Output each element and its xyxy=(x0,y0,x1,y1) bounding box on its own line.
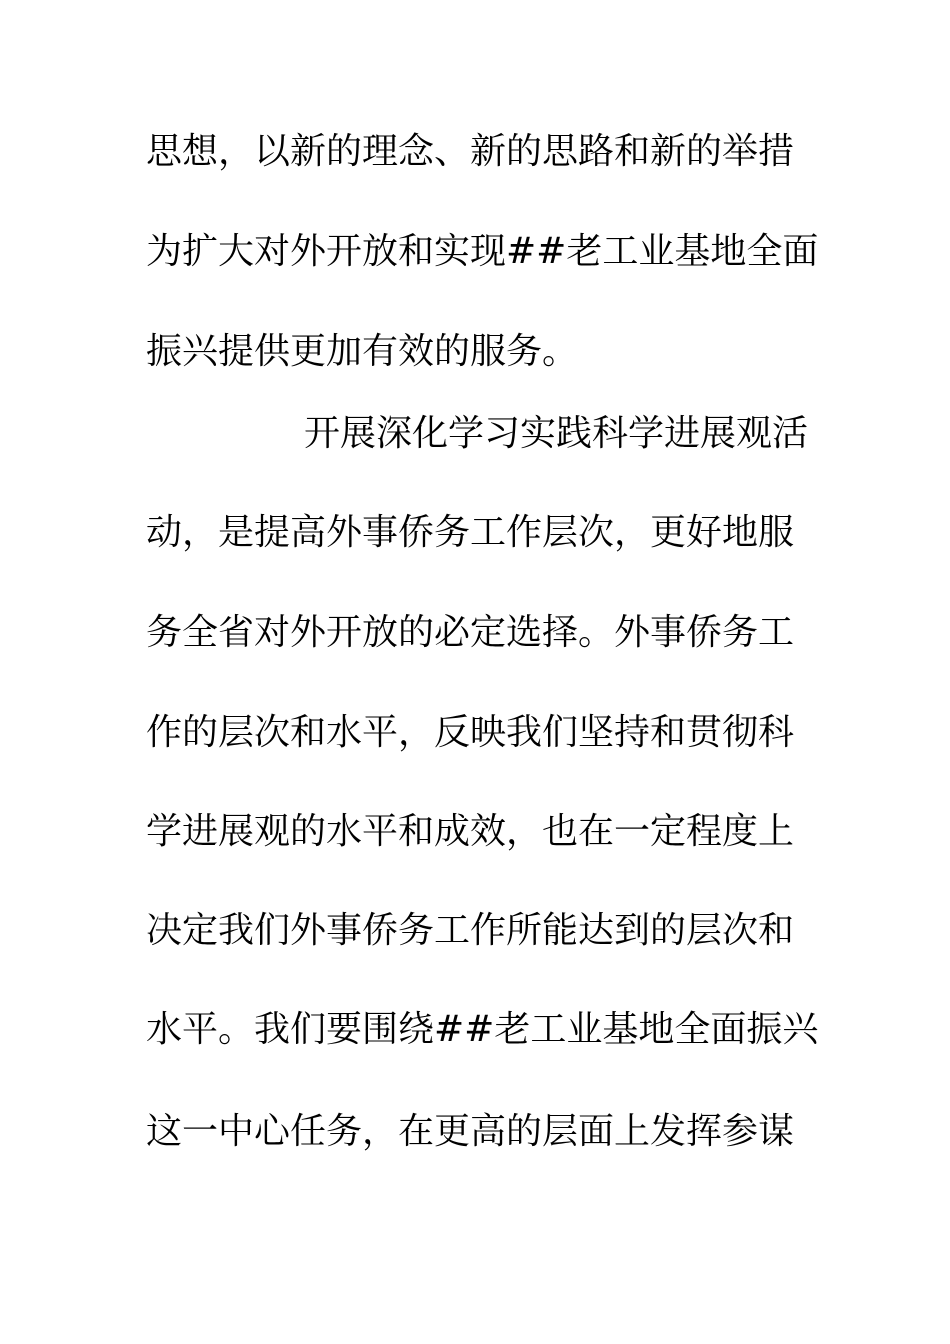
text-line-11: 这一中心任务，在更高的层面上发挥参谋 xyxy=(146,1111,795,1152)
text-line-6: 务全省对外开放的必定选择。外事侨务工 xyxy=(146,612,795,653)
text-line-2: 为扩大对外开放和实现##老工业基地全面 xyxy=(146,231,819,272)
text-line-7: 作的层次和水平，反映我们坚持和贯彻科 xyxy=(146,712,795,753)
text-line-1: 思想，以新的理念、新的思路和新的举措 xyxy=(146,131,795,172)
text-line-3: 振兴提供更加有效的服务。 xyxy=(146,331,579,372)
text-line-4-paragraph-start: 开展深化学习实践科学进展观活 xyxy=(304,413,809,454)
text-line-10: 水平。我们要围绕##老工业基地全面振兴 xyxy=(146,1009,819,1050)
text-line-9: 决定我们外事侨务工作所能达到的层次和 xyxy=(146,910,795,951)
text-line-8: 学进展观的水平和成效，也在一定程度上 xyxy=(146,811,795,852)
text-line-5: 动，是提高外事侨务工作层次，更好地服 xyxy=(146,512,795,553)
